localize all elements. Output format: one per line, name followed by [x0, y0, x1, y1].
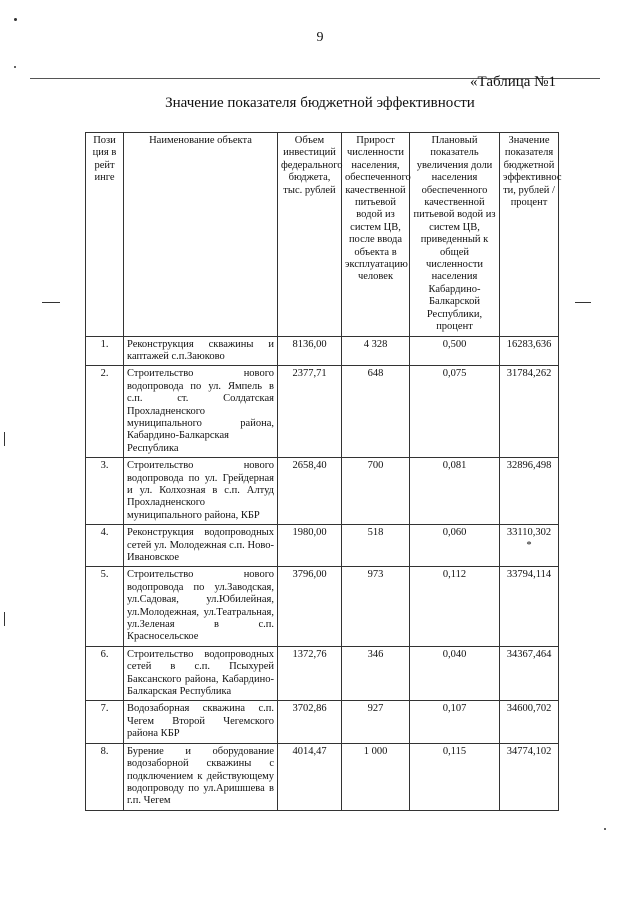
row-investment: 2658,40	[278, 458, 342, 525]
row-object-name: Строительство нового водопровода по ул.Заводская, ул.Садовая, ул.Юбилейная, ул.Молодежная, ул.Театральная, ул.Зеленая в с.п. Красносельское	[124, 567, 278, 646]
row-investment: 1980,00	[278, 525, 342, 567]
scan-mark	[42, 302, 60, 303]
row-efficiency-value: 33110,302 *	[500, 525, 559, 567]
row-position: 8.	[86, 743, 124, 810]
row-investment: 4014,47	[278, 743, 342, 810]
scan-mark	[4, 432, 5, 446]
scan-speck	[14, 66, 16, 68]
table-row	[86, 701, 559, 743]
column-header-investment: Объем инвестиций федерального бюджета, тыс. рублей	[278, 133, 342, 337]
row-position: 1.	[86, 336, 124, 366]
row-planned-share: 0,081	[410, 458, 500, 525]
row-efficiency-value: 31784,262	[500, 366, 559, 458]
row-population-growth: 973	[342, 567, 410, 646]
document-title: Значение показателя бюджетной эффективности	[165, 95, 475, 111]
table-row	[86, 336, 559, 366]
row-efficiency-value: 32896,498	[500, 458, 559, 525]
scan-speck	[14, 18, 17, 21]
row-population-growth: 700	[342, 458, 410, 525]
row-object-name: Строительство водопроводных сетей в с.п. Псыхурей Баксанского района, Кабардино-Балкарская Республика	[124, 646, 278, 701]
row-population-growth: 1 000	[342, 743, 410, 810]
table-label: «Таблица №1	[470, 74, 556, 90]
row-object-name: Строительство нового водопровода по ул. Грейдерная и ул. Колхозная в с.п. Алтуд Прохладненского муниципального района, КБР	[124, 458, 278, 525]
row-investment: 2377,71	[278, 366, 342, 458]
row-population-growth: 927	[342, 701, 410, 743]
row-investment: 8136,00	[278, 336, 342, 366]
scan-mark	[4, 612, 5, 626]
row-population-growth: 346	[342, 646, 410, 701]
row-object-name: Водозаборная скважина с.п. Чегем Второй Чегемского района КБР	[124, 701, 278, 743]
row-planned-share: 0,060	[410, 525, 500, 567]
row-efficiency-value: 34600,702	[500, 701, 559, 743]
row-planned-share: 0,075	[410, 366, 500, 458]
row-object-name: Реконструкция водопроводных сетей ул. Молодежная с.п. Ново-Ивановское	[124, 525, 278, 567]
row-planned-share: 0,040	[410, 646, 500, 701]
column-header-population-growth: Прирост численности населения, обеспеченного качественной питьевой водой из систем ЦВ, после ввода объекта в эксплуатацию человек	[342, 133, 410, 337]
row-investment: 3702,86	[278, 701, 342, 743]
row-efficiency-value: 33794,114	[500, 567, 559, 646]
row-object-name: Строительство нового водопровода по ул. Ямпель в с.п. ст. Солдатская Прохладненского муниципального района, Кабардино-Балкарская Республика	[124, 366, 278, 458]
row-planned-share: 0,115	[410, 743, 500, 810]
row-object-name: Реконструкция скважины и каптажей с.п.Заюково	[124, 336, 278, 366]
row-position: 5.	[86, 567, 124, 646]
row-efficiency-value: 34774,102	[500, 743, 559, 810]
scan-speck	[604, 828, 606, 830]
row-planned-share: 0,107	[410, 701, 500, 743]
column-header-position: Пози ция в рейт инге	[86, 133, 124, 337]
row-position: 2.	[86, 366, 124, 458]
column-header-object-name: Наименование объекта	[124, 133, 278, 337]
table-row	[86, 525, 559, 567]
row-position: 7.	[86, 701, 124, 743]
row-population-growth: 518	[342, 525, 410, 567]
table-row	[86, 366, 559, 458]
row-population-growth: 4 328	[342, 336, 410, 366]
row-planned-share: 0,112	[410, 567, 500, 646]
row-position: 3.	[86, 458, 124, 525]
row-object-name: Бурение и оборудование водозаборной скважины с подключением к действующему водопроводу по ул.Аришшева в г.п. Чегем	[124, 743, 278, 810]
budget-efficiency-table	[85, 132, 562, 811]
row-efficiency-value: 34367,464	[500, 646, 559, 701]
row-investment: 1372,76	[278, 646, 342, 701]
table-row	[86, 567, 559, 646]
page-number: 9	[316, 30, 324, 45]
column-header-planned-share: Плановый показатель увеличения доли населения обеспеченного качественной питьевой водой из систем ЦВ, приведенный к общей численности населения Кабардино-Балкарской Республики, процент	[410, 133, 500, 337]
table-header-row	[86, 133, 559, 337]
row-planned-share: 0,500	[410, 336, 500, 366]
table-row	[86, 743, 559, 810]
row-efficiency-value: 16283,636	[500, 336, 559, 366]
scan-mark	[575, 302, 591, 303]
column-header-efficiency-value: Значение показателя бюджетной эффективнос ти, рублей /процент	[500, 133, 559, 337]
row-position: 6.	[86, 646, 124, 701]
table-row	[86, 646, 559, 701]
row-position: 4.	[86, 525, 124, 567]
row-population-growth: 648	[342, 366, 410, 458]
table-row	[86, 458, 559, 525]
row-investment: 3796,00	[278, 567, 342, 646]
